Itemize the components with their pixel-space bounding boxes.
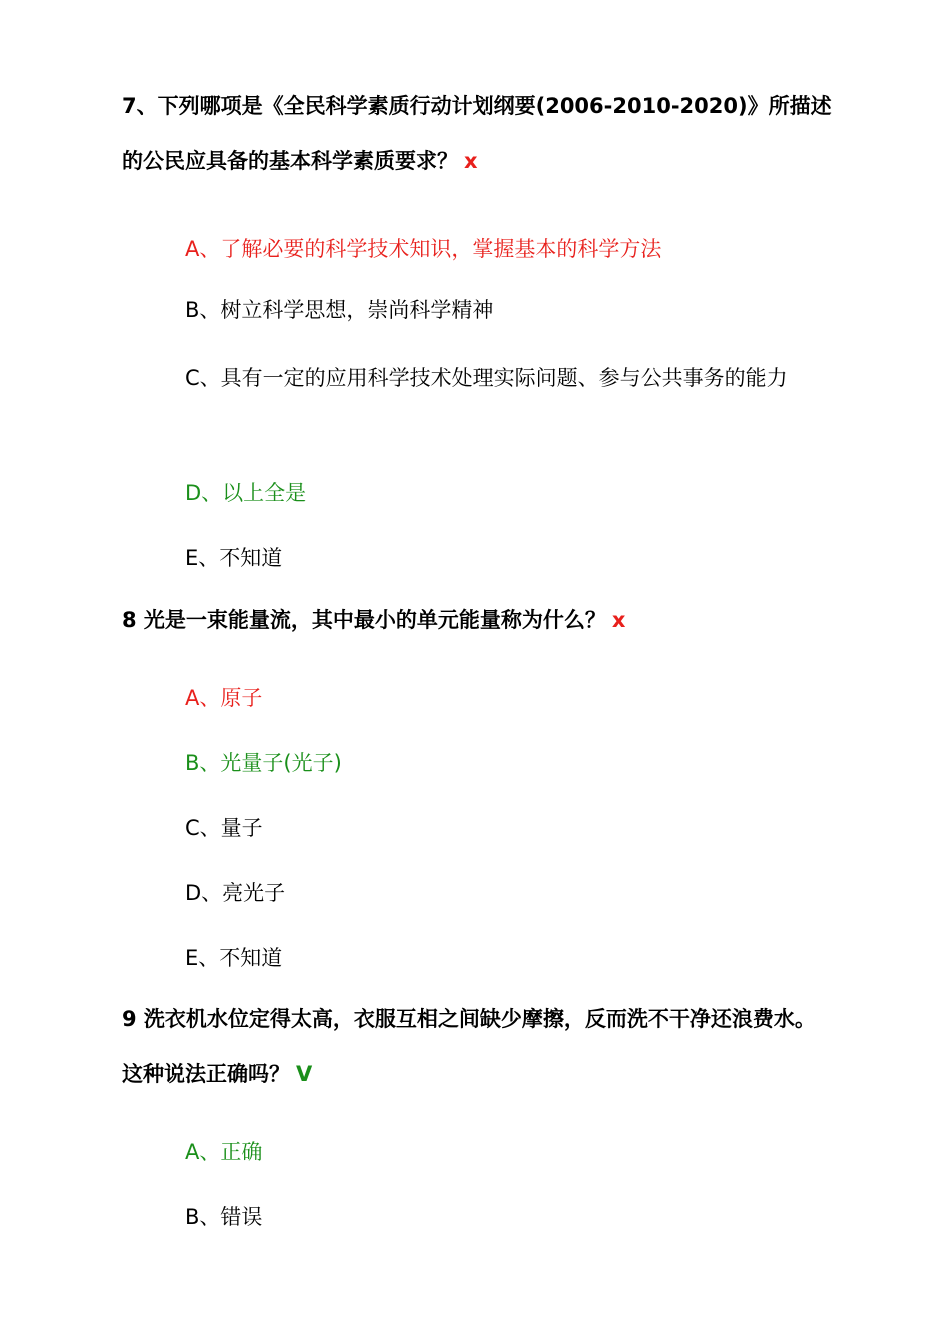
q7-option-c: C、具有一定的应用科学技术处理实际问题、参与公共事务的能力 [185,366,788,390]
q7-option-b: B、树立科学思想，崇尚科学精神 [185,298,494,322]
q9-option-a: A、正确 [185,1140,263,1164]
question-9 [122,992,832,1102]
q8-option-a: A、原子 [185,686,263,710]
correct-mark: V [296,1062,313,1086]
q8-option-e: E、不知道 [185,946,283,970]
question-8 [122,593,832,648]
q7-option-e: E、不知道 [185,546,283,570]
question-text: 7、下列哪项是《全民科学素质行动计划纲要(2006-2010-2020)》所描述的公民应具备的基本科学素质要求？ [122,94,832,173]
q8-option-d: D、亮光子 [185,881,286,905]
q8-option-b: B、光量子(光子) [185,751,342,775]
question-text: 8 光是一束能量流，其中最小的单元能量称为什么？ [122,608,606,632]
q7-option-a: A、了解必要的科学技术知识，掌握基本的科学方法 [185,237,662,261]
question-text: 9 洗衣机水位定得太高，衣服互相之间缺少摩擦，反而洗不干净还浪费水。这种说法正确吗？ [122,1007,816,1086]
question-7 [122,79,832,189]
wrong-mark: x [611,608,626,632]
q7-option-d: D、以上全是 [185,481,307,505]
q8-option-c: C、量子 [185,816,263,840]
wrong-mark: x [464,149,478,173]
q9-option-b: B、错误 [185,1205,263,1229]
